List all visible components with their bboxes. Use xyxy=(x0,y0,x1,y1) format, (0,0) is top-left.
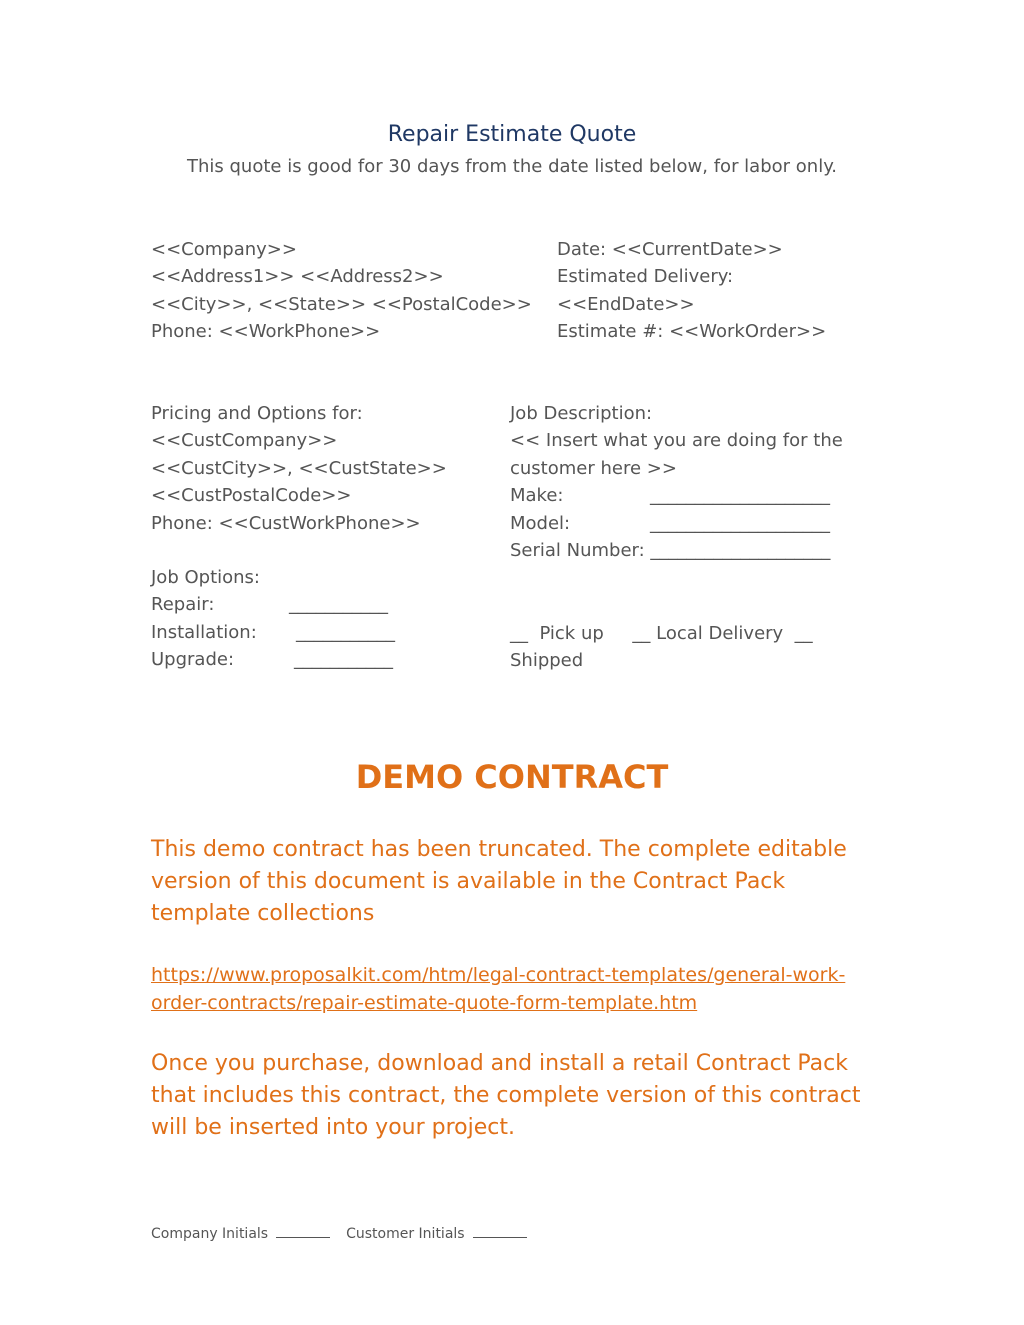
repair-blank: ___________ xyxy=(289,594,388,616)
repair-row xyxy=(151,591,388,618)
demo-paragraph-2: Once you purchase, download and install a retail Contract Pack that includes this contract, the complete version of this contract will be inserted into your project. xyxy=(151,1051,861,1140)
pricing-label: Pricing and Options for: xyxy=(151,403,363,424)
estimated-delivery-label: Estimated Delivery: xyxy=(557,266,734,288)
job-description-block xyxy=(510,400,843,564)
upgrade-blank: ___________ xyxy=(294,649,393,671)
make-label: Make: xyxy=(510,485,564,507)
company-phone: Phone: <<WorkPhone>> xyxy=(151,321,381,343)
installation-label: Installation: xyxy=(151,621,257,643)
cust-company: <<CustCompany>> xyxy=(151,430,338,452)
installation-blank: ___________ xyxy=(296,621,395,643)
date-block xyxy=(557,236,826,346)
company-city-state: <<City>>, <<State>> <<PostalCode>> xyxy=(151,293,532,315)
job-options-block xyxy=(151,564,395,674)
upgrade-label: Upgrade: xyxy=(151,649,235,671)
upgrade-row xyxy=(151,646,393,673)
delivery-line-1: __ Pick up __ Local Delivery __ xyxy=(510,623,813,644)
cust-city-state: <<CustCity>>, <<CustState>> xyxy=(151,457,447,479)
job-description-text-1: << Insert what you are doing for the xyxy=(510,430,843,452)
delivery-options xyxy=(510,620,813,675)
company-address: <<Address1>> <<Address2>> xyxy=(151,266,444,288)
make-row xyxy=(510,482,843,509)
customer-initials-line[interactable] xyxy=(473,1225,527,1238)
document-subtitle: This quote is good for 30 days from the date listed below, for labor only. xyxy=(186,156,838,177)
initials-footer xyxy=(151,1225,543,1242)
end-date: <<EndDate>> xyxy=(557,293,695,315)
repair-label: Repair: xyxy=(151,594,215,616)
customer-initials-label: Customer Initials xyxy=(346,1226,465,1242)
installation-row xyxy=(151,619,395,646)
document-title: Repair Estimate Quote xyxy=(387,122,637,147)
model-blank: ____________________ xyxy=(650,512,830,534)
current-date: Date: <<CurrentDate>> xyxy=(557,239,783,260)
company-name: <<Company>> xyxy=(151,239,297,260)
pricing-block xyxy=(151,400,447,537)
make-blank: ____________________ xyxy=(650,485,830,507)
job-description-text-2: customer here >> xyxy=(510,457,677,479)
estimate-number: Estimate #: <<WorkOrder>> xyxy=(557,321,827,343)
model-label: Model: xyxy=(510,512,571,534)
company-initials-line[interactable] xyxy=(276,1225,330,1238)
serial-number-row: Serial Number: ____________________ xyxy=(510,540,831,562)
delivery-line-2: Shipped xyxy=(510,650,584,672)
contract-link[interactable]: https://www.proposalkit.com/htm/legal-contract-templates/general-work-order-contracts/repair-estimate-quote-form-template.htm xyxy=(151,964,846,1014)
company-initials-label: Company Initials xyxy=(151,1226,269,1242)
demo-heading: DEMO CONTRACT xyxy=(355,758,669,796)
job-description-label: Job Description: xyxy=(510,403,653,424)
company-block xyxy=(151,236,532,346)
model-row xyxy=(510,510,843,537)
demo-paragraph-1: This demo contract has been truncated. The complete editable version of this document is available in the Contract Pack template collections xyxy=(151,837,847,926)
cust-phone: Phone: <<CustWorkPhone>> xyxy=(151,512,421,534)
job-options-label: Job Options: xyxy=(151,567,260,588)
cust-postal-code: <<CustPostalCode>> xyxy=(151,485,352,507)
